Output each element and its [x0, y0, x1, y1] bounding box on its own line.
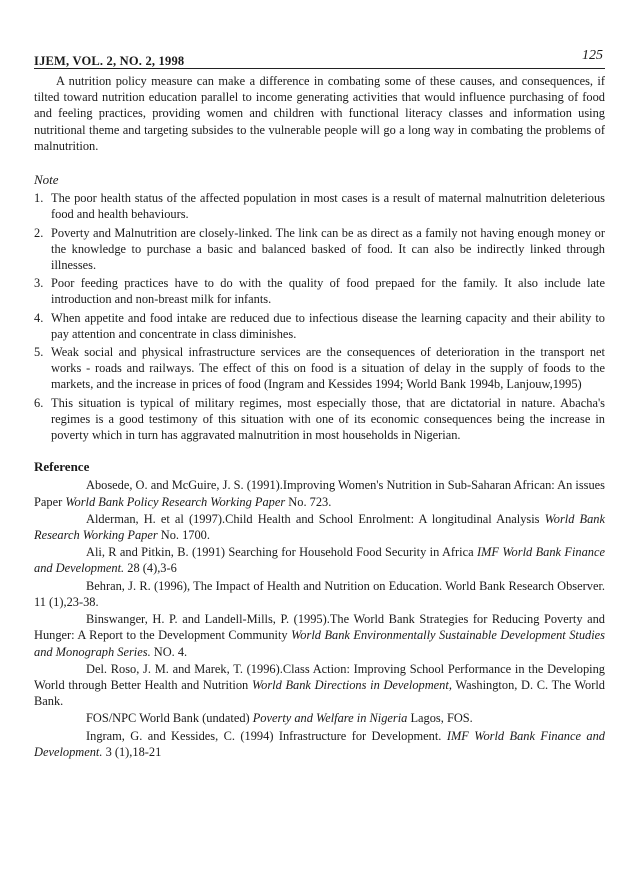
page-body [34, 73, 605, 761]
reference-item [34, 728, 605, 760]
reference-text: Behran, J. R. (1996), The Impact of Health and Nutrition on Education. World Bank Research Observer. 11 (1),23-38. [34, 578, 605, 609]
references-heading: Reference [34, 459, 90, 475]
note-item [34, 395, 605, 444]
note-number: 3. [34, 276, 44, 291]
references-list [34, 477, 605, 759]
page-header [34, 48, 605, 70]
note-number: 6. [34, 395, 44, 410]
header-rule [34, 68, 605, 69]
note-text: The poor health status of the affected population in most cases is a result of maternal malnutrition deleterious food and health behaviours. [51, 191, 605, 222]
intro-paragraph: A nutrition policy measure can make a difference in combating some of these causes, and consequences, if tilted toward nutrition education parallel to income generating activities that would influence purchasing of food and feeling practices, providing women and children with functional literacy classes and information using nutritional theme and targeting subsides to the vulnerable people will go a long way in combating the problems of malnutrition. [34, 74, 605, 153]
notes-list [34, 190, 605, 443]
note-text: When appetite and food intake are reduced due to infectious disease the learning capacity and their ability to pay attention and concentrate in class diminishes. [51, 310, 605, 341]
reference-item [34, 578, 605, 610]
note-text: Poverty and Malnutrition are closely-linked. The link can be as direct as a family not having enough money or the knowledge to purchase a basic and balanced basked of food. It can also be indirectly linked through illnesses. [51, 225, 605, 273]
notes-heading: Note [34, 172, 59, 188]
reference-details: No. 723. [285, 494, 332, 509]
reference-details: No. 1700. [157, 528, 210, 543]
reference-item [34, 611, 605, 660]
reference-item [34, 477, 605, 509]
reference-source: World Bank Policy Research Working Paper [65, 494, 286, 509]
note-item [34, 275, 605, 307]
reference-source: IMF World Bank Finance and Development. [34, 728, 605, 759]
note-number: 4. [34, 310, 44, 325]
note-item [34, 310, 605, 342]
reference-source: World Bank Research Working Paper [34, 511, 605, 543]
reference-item [34, 544, 605, 576]
reference-source: World Bank Directions in Development, [251, 677, 452, 692]
note-number: 2. [34, 225, 44, 240]
reference-source: Poverty and Welfare in Nigeria [252, 711, 408, 726]
reference-details: Washington, D. C. The World Bank. [34, 677, 605, 709]
note-text: Weak social and physical infrastructure services are the consequences of deterioration in the transport net works - roads and railways. The effect of this on food is a situation of delay in the supply of foods to the markets, and the increase in prices of food (Ingram and Kessides 1994; World Bank 1994b, Lanjouw,1995) [51, 345, 605, 392]
reference-item [34, 710, 605, 726]
reference-text: Alderman, H. et al (1997).Child Health and School Enrolment: A longitudinal Analysis [86, 511, 545, 526]
note-text: This situation is typical of military regimes, most especially those, that are dictatorial in nature. Abacha's regimes is a good testimony of this situation with one of its economic consequences being the increase in poverty which in turn has aggravated malnutrition in most households in Nigerian. [51, 395, 605, 443]
note-item [34, 190, 605, 222]
reference-source: IMF World Bank Finance and Development. [34, 545, 605, 576]
journal-citation: IJEM, VOL. 2, NO. 2, 1998 [34, 54, 185, 68]
page-number: 125 [582, 48, 603, 63]
reference-text: FOS/NPC World Bank (undated) [86, 711, 253, 726]
reference-details: NO. 4. [150, 644, 188, 659]
reference-text: Ali, R and Pitkin, B. (1991) Searching for Household Food Security in Africa [86, 545, 477, 560]
reference-text: Del. Roso, J. M. and Marek, T. (1996).Class Action: Improving School Performance in the Developing World through Better Health and Nutrition [34, 661, 605, 692]
reference-details: 3 (1),18-21 [102, 744, 162, 759]
note-text: Poor feeding practices have to do with the quality of food prepaed for the family. It also include late introduction and non-breast milk for infants. [51, 276, 605, 307]
note-item [34, 225, 605, 274]
note-number: 5. [34, 345, 44, 360]
reference-text: Ingram, G. and Kessides, C. (1994) Infrastructure for Development. [86, 728, 447, 743]
reference-source: World Bank Environmentally Sustainable Development Studies and Monograph Series. [34, 628, 606, 659]
reference-item [34, 661, 605, 710]
reference-text: Binswanger, H. P. and Landell-Mills, P. (1995).The World Bank Strategies for Reducing Poverty and Hunger: A Report to the Development Community [34, 612, 605, 643]
reference-text: Abosede, O. and McGuire, J. S. (1991).Improving Women's Nutrition in Sub-Saharan African: An issues Paper [34, 478, 605, 509]
reference-item [34, 511, 605, 543]
reference-details: 28 (4),3-6 [124, 561, 177, 576]
note-item [34, 344, 605, 393]
reference-details: Lagos, FOS. [407, 711, 473, 726]
note-number: 1. [34, 191, 44, 206]
